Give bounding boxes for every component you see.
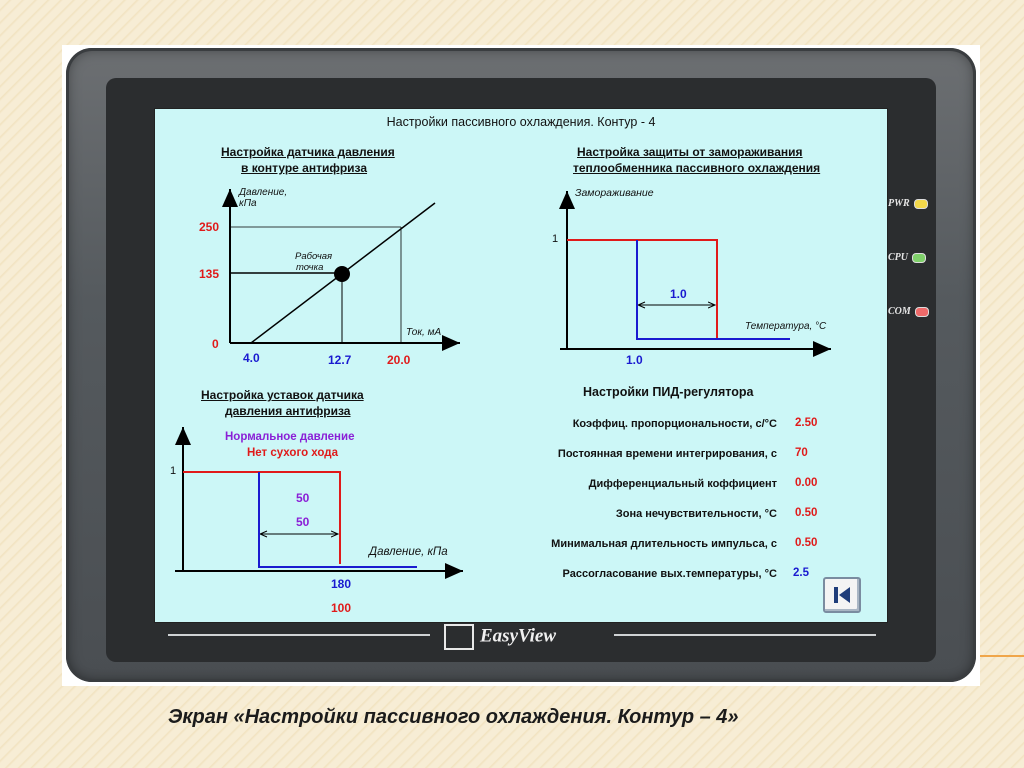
pressure-y-label-1: Давление,	[239, 187, 288, 198]
cpu-indicator	[888, 252, 926, 263]
freeze-band-value: 1.0	[670, 287, 687, 301]
pwr-led-icon	[914, 199, 928, 209]
freeze-y-tick: 1	[552, 233, 559, 245]
freeze-y-label: Замораживание	[575, 187, 654, 199]
setpoints-band-value-1: 50	[296, 491, 310, 505]
pid-row-value[interactable]: 2.5	[793, 567, 809, 579]
decor-line	[978, 655, 1024, 657]
pid-row-value[interactable]: 0.00	[795, 477, 818, 489]
pwr-indicator	[888, 198, 928, 209]
pid-row-value[interactable]: 70	[795, 447, 808, 459]
pressure-x-label: Ток, мА	[406, 327, 442, 338]
pressure-sensor-title-1: Настройка датчика давления	[221, 145, 395, 159]
com-indicator	[888, 306, 929, 317]
freeze-red-curve	[567, 240, 717, 339]
setpoints-band-value-2: 50	[296, 515, 310, 529]
freeze-x-label: Температура, °C	[745, 321, 827, 332]
freeze-title-2: теплообменника пассивного охлаждения	[573, 161, 821, 175]
cpu-led-icon	[912, 253, 926, 263]
setpoints-title-2: давления антифриза	[225, 404, 351, 418]
pressure-y-label-2: кПа	[239, 198, 257, 209]
setpoints-y-tick: 1	[170, 465, 177, 477]
pid-row-value[interactable]: 0.50	[795, 507, 818, 519]
normal-pressure-label: Нормальное давление	[225, 431, 355, 443]
pressure-chart	[230, 189, 460, 343]
pid-row-label: Рассогласование вых.температуры, °C	[562, 568, 777, 580]
freeze-x-tick: 1.0	[626, 353, 643, 367]
working-point-label-2: точка	[296, 262, 324, 273]
brand-divider-right	[614, 634, 876, 636]
pressure-x-tick-20: 20.0	[387, 353, 411, 367]
pressure-y-tick-0: 0	[212, 337, 219, 351]
setpoints-x-tick-100: 100	[331, 601, 352, 615]
brand-logo	[444, 624, 556, 650]
working-point-label-1: Рабочая	[295, 251, 333, 262]
skip-back-icon	[825, 579, 859, 611]
hmi-screen	[154, 108, 888, 623]
pressure-sensor-title-2: в контуре антифриза	[241, 161, 368, 175]
pid-row-label: Постоянная времени интегрирования, с	[557, 448, 777, 460]
setpoints-x-tick-180: 180	[331, 577, 352, 591]
pid-row-label: Коэффиц. пропорциональности, с/°C	[572, 418, 777, 430]
no-dry-run-label: Нет сухого хода	[247, 447, 338, 459]
pid-row-label: Дифференциальный коффициент	[588, 478, 777, 490]
pid-title: Настройки ПИД-регулятора	[583, 385, 754, 399]
working-point-marker	[334, 266, 350, 282]
freeze-title-1: Настройка защиты от замораживания	[577, 145, 803, 159]
brand-divider-left	[168, 634, 430, 636]
pid-row-label: Зона нечувствительности, °C	[615, 508, 777, 520]
brand-hand-icon	[444, 624, 474, 650]
pressure-y-tick-135: 135	[199, 267, 220, 281]
setpoints-title-1: Настройка уставок датчика	[201, 388, 364, 402]
page-title: Настройки пассивного охлаждения. Контур - 4	[386, 115, 656, 129]
pwr-label: PWR	[888, 198, 910, 209]
pid-row-value[interactable]: 0.50	[795, 537, 818, 549]
pressure-x-tick-127: 12.7	[328, 353, 352, 367]
slide-caption: Экран «Настройки пассивного охлаждения. Контур – 4»	[168, 706, 739, 728]
pid-row-value[interactable]: 2.50	[795, 417, 818, 429]
pid-row-label: Минимальная длительность импульса, с	[551, 538, 777, 550]
setpoints-red-curve	[183, 472, 340, 564]
back-button[interactable]	[823, 577, 861, 613]
setpoints-x-label: Давление, кПа	[369, 546, 448, 558]
com-led-icon	[915, 307, 929, 317]
brand-name: EasyView	[480, 625, 557, 647]
cpu-label: CPU	[888, 252, 908, 263]
pressure-y-tick-250: 250	[199, 220, 220, 234]
pressure-x-tick-4: 4.0	[243, 351, 260, 365]
com-label: COM	[888, 306, 911, 317]
